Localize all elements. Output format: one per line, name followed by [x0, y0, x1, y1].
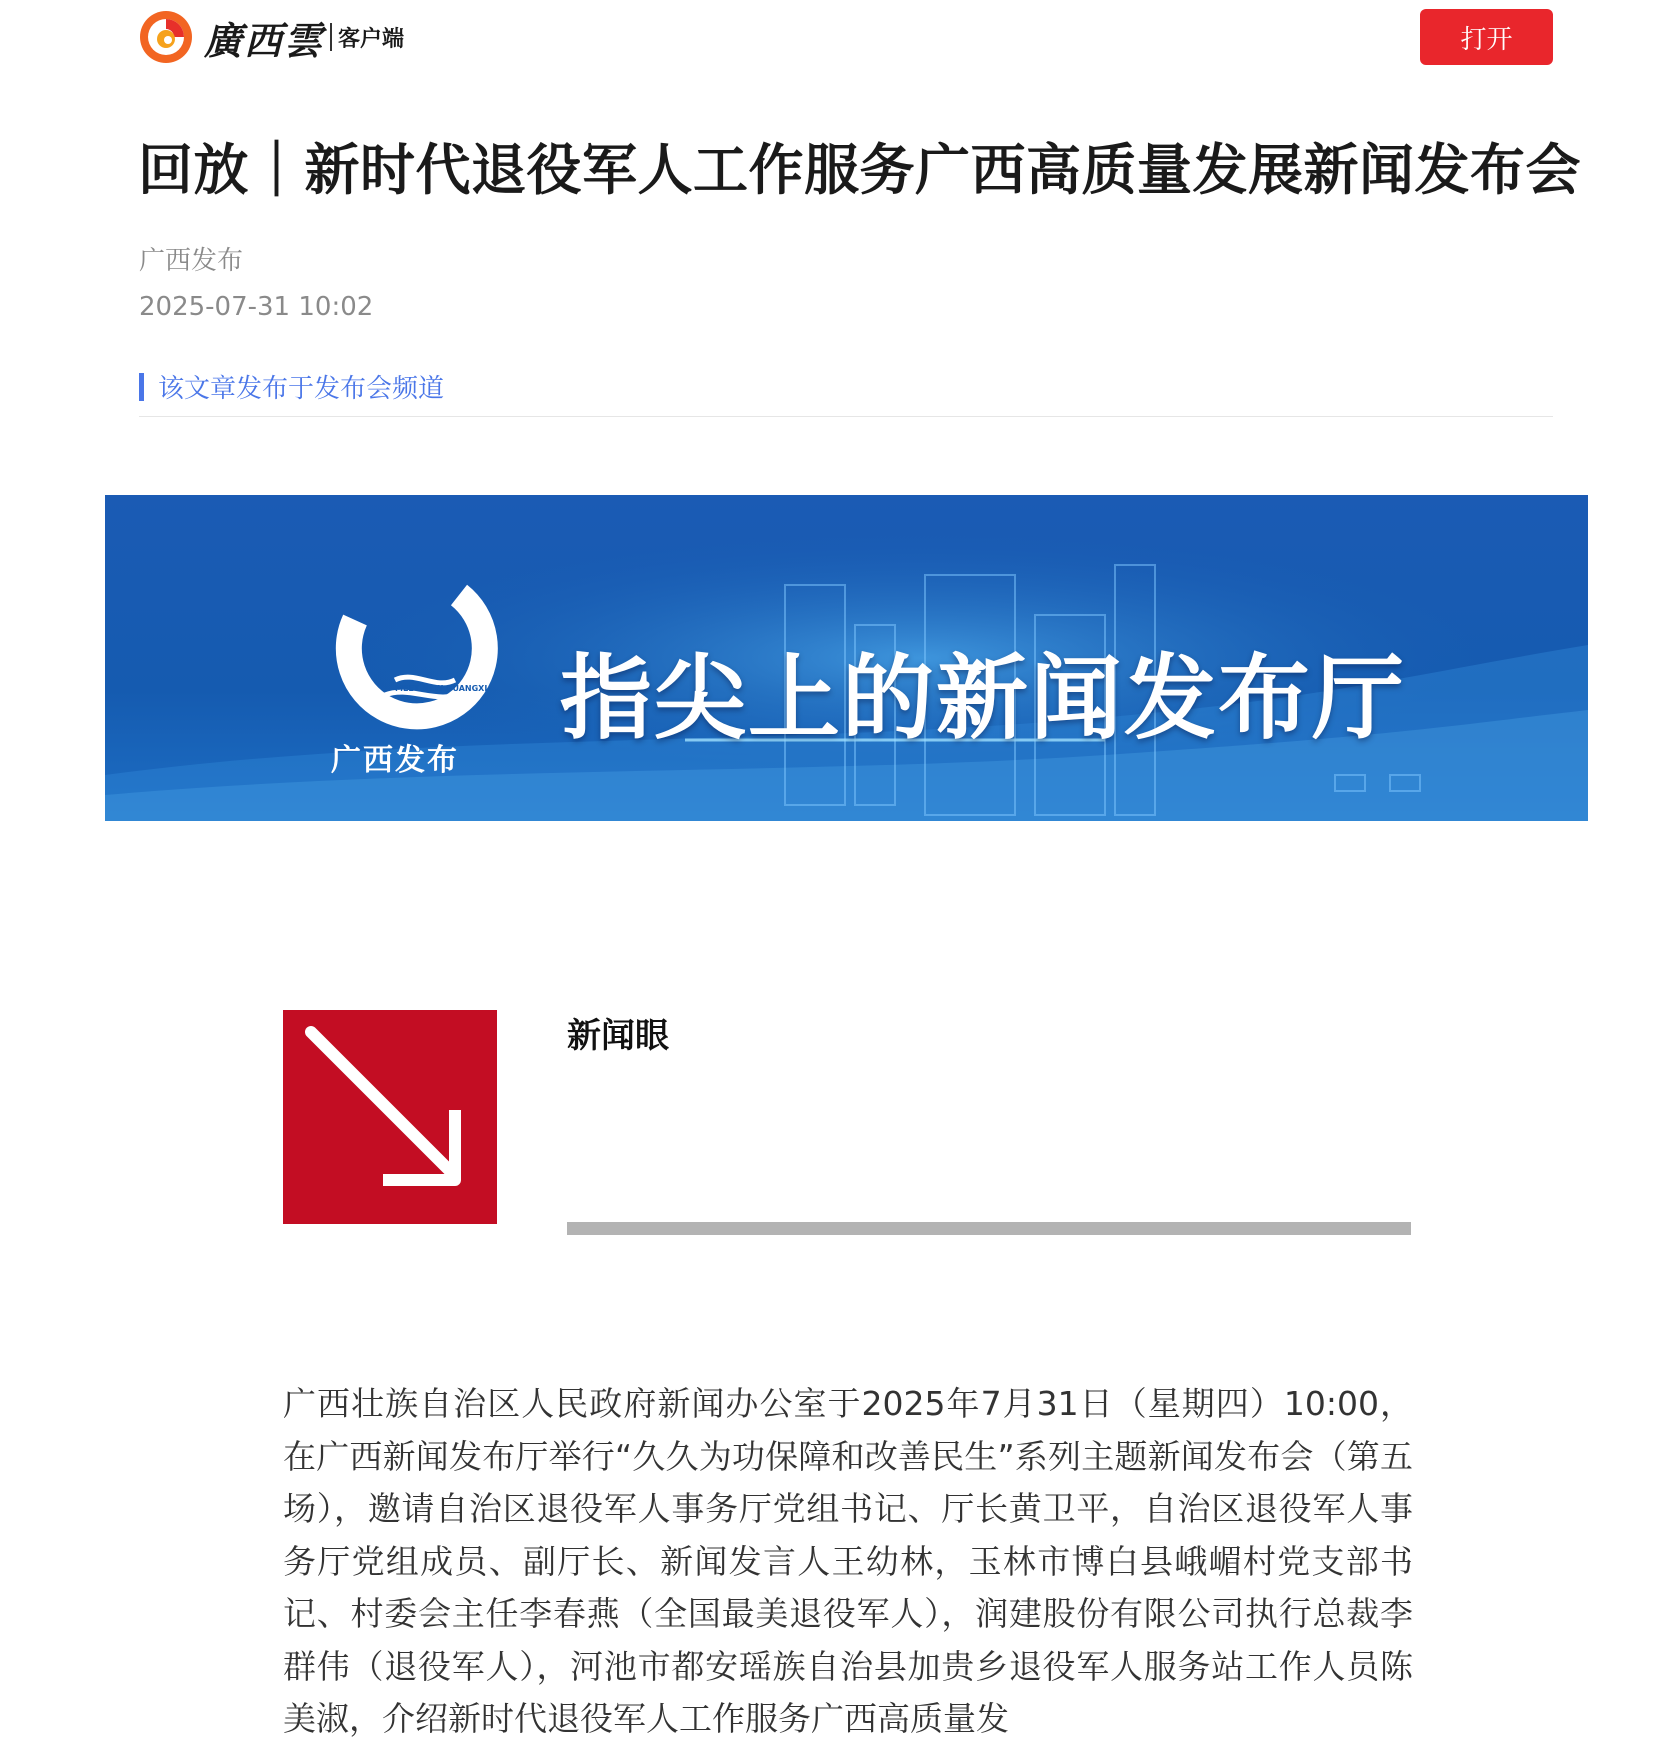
banner-logo-label: 广西发布 — [331, 743, 459, 778]
arrow-down-right-icon — [283, 1010, 497, 1224]
news-eye-title[interactable]: 新闻眼 — [567, 1016, 669, 1056]
app-logo[interactable] — [138, 8, 404, 66]
news-eye-thumbnail[interactable] — [283, 1010, 497, 1224]
channel-link-label: 该文章发布于发布会频道 — [158, 374, 445, 404]
banner-title: 指尖上的新闻发布厅 — [560, 644, 1407, 752]
article-body-paragraph: 广西壮族自治区人民政府新闻办公室于2025年7月31日（星期四）10:00，在广西新闻发布厅举行“久久为功保障和改善民生”系列主题新闻发布会（第五场），邀请自治区退役军人事务厅党组书记、厅长黄卫平，自治区退役军人事务厅党组成员、副厅长、新闻发言人王幼林，玉林市博白县峨嵋村党支部书记、村委会主任李春燕（全国最美退役军人），润建股份有限公司执行总裁李群伟（退役军人），河池市都安瑶族自治县加贵乡退役军人服务站工作人员陈美淑，介绍新时代退役军人工作服务广西高质量发 — [283, 1384, 1413, 1738]
swirl-logo-icon — [138, 9, 194, 65]
logo-tagline: MEET NEW GUANGXI — [395, 684, 488, 693]
banner-image — [105, 495, 1588, 821]
news-eye-underline — [567, 1222, 1411, 1235]
open-app-button[interactable]: 打开 — [1420, 9, 1553, 65]
article-datetime: 2025-07-31 10:02 — [139, 292, 374, 322]
channel-marker — [139, 373, 144, 401]
channel-link[interactable] — [139, 368, 444, 405]
top-bar — [0, 0, 1661, 90]
header-divider — [139, 416, 1553, 417]
logo-separator — [330, 23, 332, 51]
logo-subtitle: 客户端 — [338, 26, 405, 52]
logo-wordmark: 廣西雲 — [204, 17, 325, 63]
article-title: 回放｜新时代退役军人工作服务广西高质量发展新闻发布会 — [138, 138, 1582, 202]
article-source[interactable]: 广西发布 — [139, 246, 244, 276]
